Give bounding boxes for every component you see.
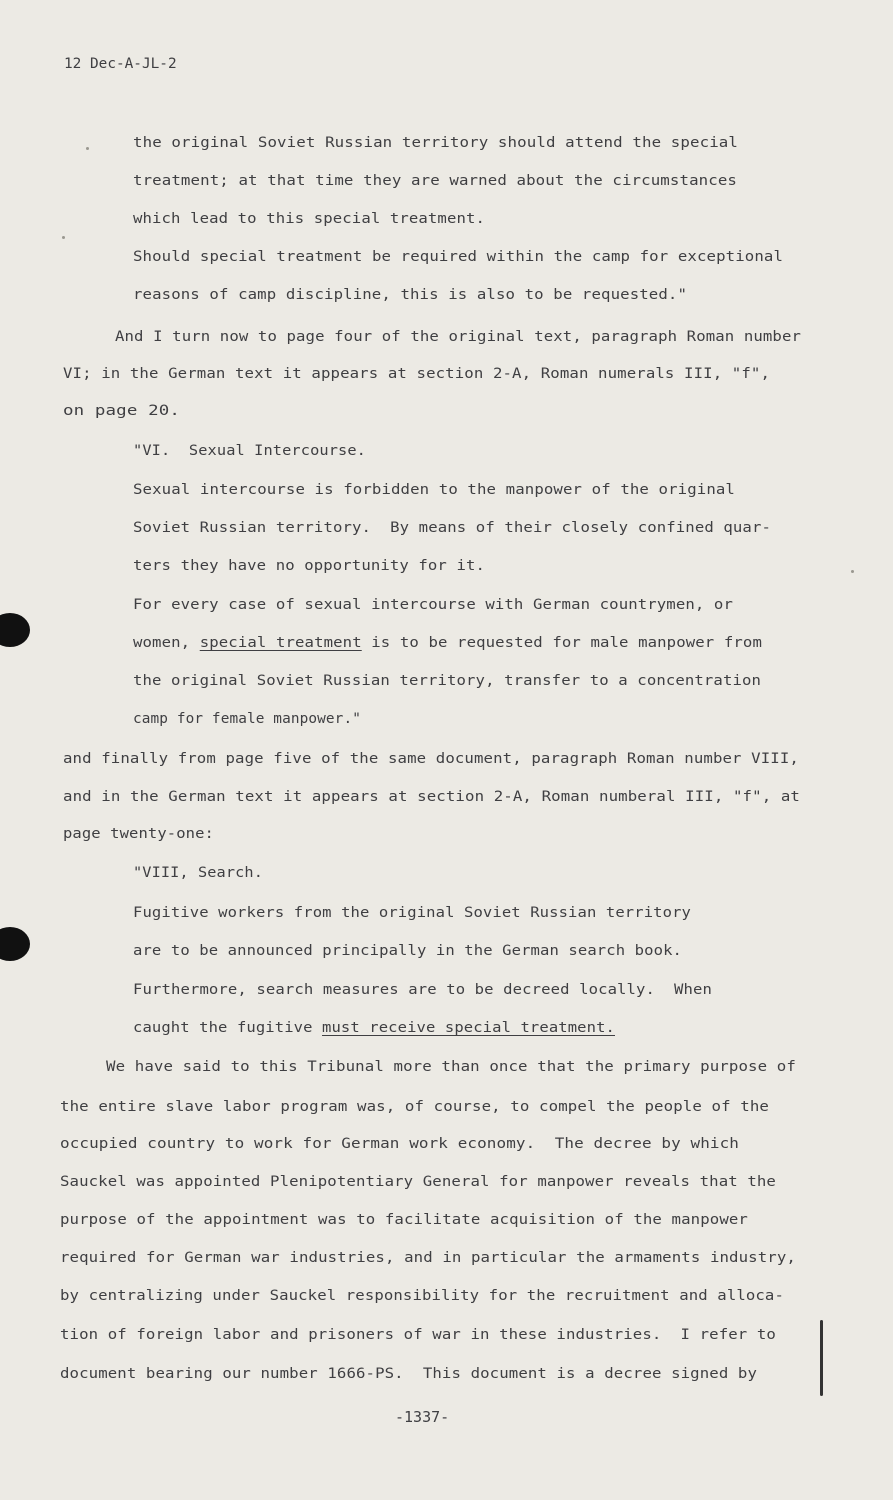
text-segment: Fugitive workers from the original Soviet Russian territory [133,904,692,921]
text-segment: occupied country to work for German work economy. The decree by which [60,1135,740,1152]
text-segment: Sauckel was appointed Plenipotentiary General for manpower reveals that the [60,1173,776,1190]
text-line [133,133,738,153]
text-segment: Sexual intercourse is forbidden to the manpower of the original [133,481,735,498]
text-line [106,1057,796,1077]
text-line [60,1097,769,1117]
text-segment: by centralizing under Sauckel responsibility for the recruitment and alloca- [60,1287,784,1304]
text-line [63,364,770,384]
text-line [133,518,771,538]
text-line [133,1018,615,1038]
text-line [60,1210,748,1230]
text-line [133,247,783,267]
text-segment: document bearing our number 1666-PS. This document is a decree signed by [60,1365,758,1382]
text-segment: "VI. Sexual Intercourse. [133,442,366,459]
punch-hole-upper [0,613,30,647]
text-segment: page twenty-one: [63,825,215,842]
text-segment: Furthermore, search measures are to be decreed locally. When [133,981,712,998]
page-number: -1337- [395,1408,450,1426]
text-line [60,1248,796,1268]
text-segment: is to be requested for male manpower from [361,634,762,651]
text-line [133,480,735,500]
punch-hole-lower [0,927,30,961]
text-segment: the original Soviet Russian territory should attend the special [133,134,739,151]
text-segment: "VIII, Search. [133,864,263,881]
text-line [133,709,361,729]
text-segment: on page 20. [63,402,180,419]
text-line [133,595,733,615]
text-line [133,671,761,691]
text-segment: required for German war industries, and in particular the armaments industry, [60,1249,796,1266]
text-line [133,903,691,923]
text-segment: We have said to this Tribunal more than once that the primary purpose of [106,1058,796,1075]
text-line [133,633,762,653]
text-segment: are to be announced principally in the German search book. [133,942,683,959]
text-segment: Should special treatment be required within the camp for exceptional [133,248,784,265]
paper-speck [86,147,89,150]
text-segment: the entire slave labor program was, of course, to compel the people of the [60,1098,770,1115]
underlined-text: special treatment [199,634,362,651]
text-line [133,285,687,305]
text-line [63,749,799,769]
text-line [60,1286,784,1306]
text-line [133,980,712,1000]
text-segment: and finally from page five of the same document, paragraph Roman number VIII, [63,750,799,767]
text-line [133,209,485,229]
text-segment: and in the German text it appears at section 2-A, Roman numberal III, "f", at [63,788,801,805]
text-segment: reasons of camp discipline, this is also to be requested." [133,286,688,303]
text-segment: ters they have no opportunity for it. [133,557,486,574]
text-line [133,441,366,461]
text-line [115,327,801,347]
text-segment: the original Soviet Russian territory, transfer to a concentration [133,672,762,689]
text-line [63,787,800,807]
text-line [133,863,263,883]
text-segment: VI; in the German text it appears at section 2-A, Roman numerals III, "f", [63,365,771,382]
text-segment: women, [133,634,200,651]
text-segment: caught the fugitive [133,1019,323,1036]
text-segment: treatment; at that time they are warned about the circumstances [133,172,738,189]
text-line [60,1325,776,1345]
text-line [133,556,485,576]
text-segment: camp for female manpower." [133,710,361,727]
paper-speck [851,570,854,573]
text-segment: Soviet Russian territory. By means of their closely confined quar- [133,519,772,536]
text-line [60,1364,757,1384]
text-segment: And I turn now to page four of the original text, paragraph Roman number [115,328,802,345]
text-line [60,1172,776,1192]
text-line [133,171,737,191]
text-line [63,401,180,421]
text-segment: For every case of sexual intercourse with German countrymen, or [133,596,733,613]
paper-speck [62,236,65,239]
text-line [133,941,682,961]
underlined-text: must receive special treatment. [322,1019,615,1036]
text-segment: tion of foreign labor and prisoners of war in these industries. I refer to [60,1326,776,1343]
text-line [63,824,214,844]
text-segment: purpose of the appointment was to facilitate acquisition of the manpower [60,1211,748,1228]
text-line [60,1134,739,1154]
margin-mark [820,1320,823,1396]
text-segment: which lead to this special treatment. [133,210,486,227]
page-header: 12 Dec-A-JL-2 [64,56,177,72]
